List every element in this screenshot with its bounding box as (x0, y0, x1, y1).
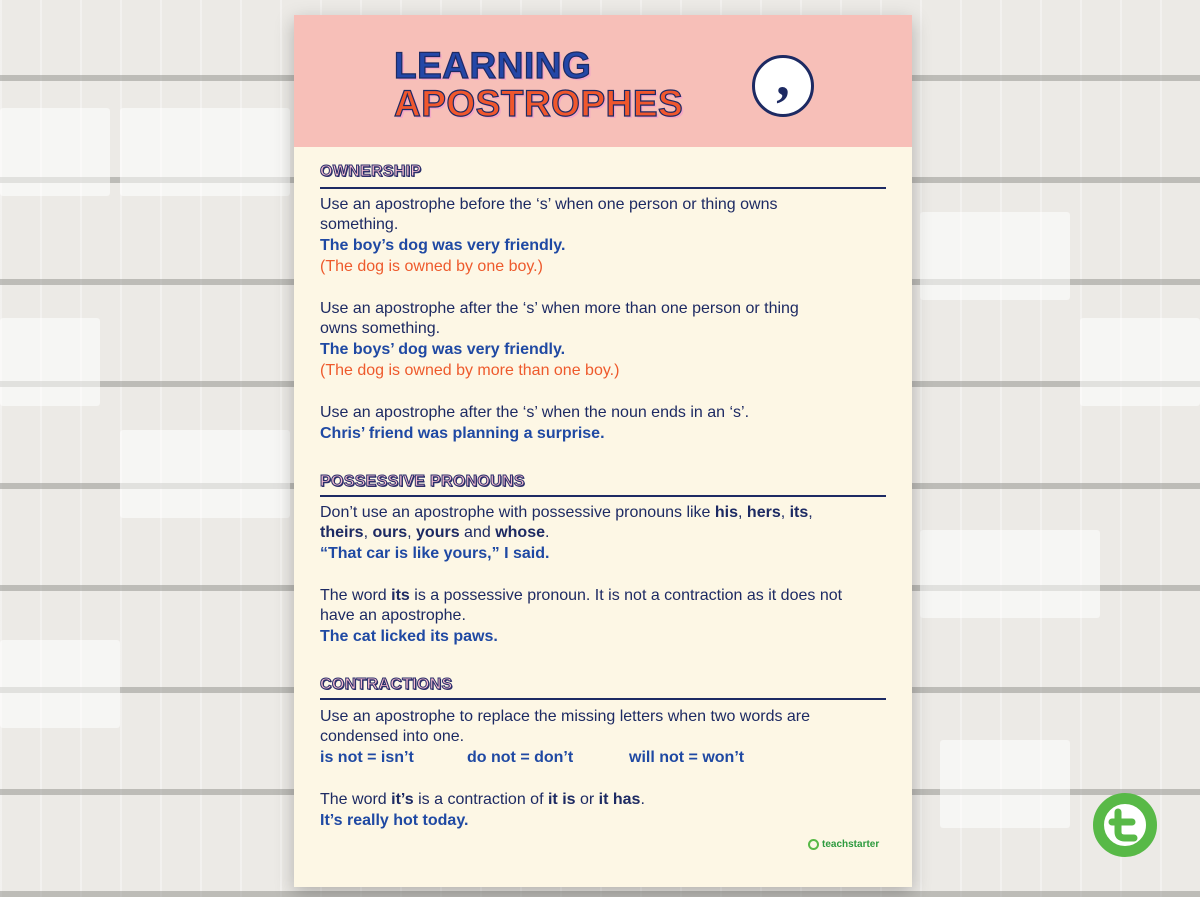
title-line-1: LEARNING (394, 45, 592, 86)
ownership-rule-1-line-2: something. (320, 216, 399, 233)
phrase-it-has: it has (598, 791, 641, 808)
section-heading-ownership: OWNERSHIP (320, 163, 422, 180)
text-fragment: , (407, 524, 417, 541)
pronoun-his: his (714, 504, 739, 521)
brick (920, 530, 1100, 618)
brick (0, 108, 110, 196)
title-line-2: APOSTROPHES (394, 83, 684, 124)
pronoun-its: its (789, 504, 809, 521)
brick (120, 108, 290, 196)
ownership-note-1: (The dog is owned by one boy.) (320, 258, 543, 275)
text-fragment: or (575, 791, 599, 808)
teachstarter-footer-logo (808, 839, 879, 850)
brick (120, 430, 290, 518)
pronoun-hers: hers (746, 504, 781, 521)
possessive-rule-1-line-2 (320, 523, 890, 543)
contraction-pair-wont: will not = won’t (629, 749, 745, 766)
brick (940, 740, 1070, 828)
contractions-rule-1-line-1: Use an apostrophe to replace the missing letters when two words are (320, 708, 811, 725)
brick (920, 212, 1070, 300)
apostrophe-badge-icon: , (752, 55, 814, 117)
text-fragment: . (545, 524, 550, 541)
section-divider (320, 698, 886, 700)
possessive-rule-1-line-1 (320, 503, 890, 523)
pronoun-ours: ours (372, 524, 408, 541)
ownership-example-1: The boy’s dog was very friendly. (320, 237, 566, 254)
possessive-rule-2-line-1 (320, 586, 890, 606)
section-heading-contractions: CONTRACTIONS (320, 676, 453, 693)
apostrophe-poster (294, 15, 912, 887)
poster-header (294, 15, 912, 147)
text-fragment: , (738, 504, 747, 521)
section-divider (320, 187, 886, 189)
possessive-rule-2-line-2: have an apostrophe. (320, 607, 466, 624)
ownership-rule-2-line-2: owns something. (320, 320, 441, 337)
brick (0, 318, 100, 406)
text-fragment: Don’t use an apostrophe with possessive pronouns like (320, 504, 715, 521)
text-fragment: The word (320, 791, 392, 808)
pronoun-whose: whose (495, 524, 545, 541)
brick (0, 640, 120, 728)
contractions-rule-2 (320, 790, 890, 810)
word-its-contraction: it’s (391, 791, 414, 808)
text-fragment: , (780, 504, 790, 521)
ownership-rule-1-line-1: Use an apostrophe before the ‘s’ when one person or thing owns (320, 196, 778, 213)
phrase-it-is: it is (547, 791, 576, 808)
contraction-pair-isnt: is not = isn’t (320, 749, 414, 766)
teachstarter-mark-icon (808, 839, 819, 850)
text-fragment: and (459, 524, 496, 541)
pronoun-theirs: theirs (320, 524, 364, 541)
text-fragment: is a possessive pronoun. It is not a contraction as it does not (409, 587, 843, 604)
brand-name: teachstarter (822, 839, 880, 851)
contractions-example: It’s really hot today. (320, 812, 469, 829)
ownership-note-2: (The dog is owned by more than one boy.) (320, 362, 620, 379)
word-its: its (391, 587, 410, 604)
ownership-rule-2-line-1: Use an apostrophe after the ‘s’ when more than one person or thing (320, 300, 799, 317)
possessive-example-2: The cat licked its paws. (320, 628, 498, 645)
pronoun-yours: yours (416, 524, 460, 541)
possessive-example-1: “That car is like yours,” I said. (320, 545, 550, 562)
section-heading-possessive-pronouns: POSSESSIVE PRONOUNS (320, 473, 525, 490)
text-fragment: , (363, 524, 373, 541)
ownership-example-3: Chris’ friend was planning a surprise. (320, 425, 605, 442)
contraction-pair-dont: do not = don’t (467, 749, 574, 766)
text-fragment: . (640, 791, 645, 808)
text-fragment: , (808, 504, 813, 521)
text-fragment: is a contraction of (413, 791, 548, 808)
ownership-rule-3: Use an apostrophe after the ‘s’ when the noun ends in an ‘s’. (320, 404, 750, 421)
ownership-example-2: The boys’ dog was very friendly. (320, 341, 566, 358)
brick (1080, 318, 1200, 406)
contractions-rule-1-line-2: condensed into one. (320, 728, 465, 745)
section-divider (320, 495, 886, 497)
teachstarter-logo-icon (1093, 793, 1157, 857)
text-fragment: The word (320, 587, 392, 604)
